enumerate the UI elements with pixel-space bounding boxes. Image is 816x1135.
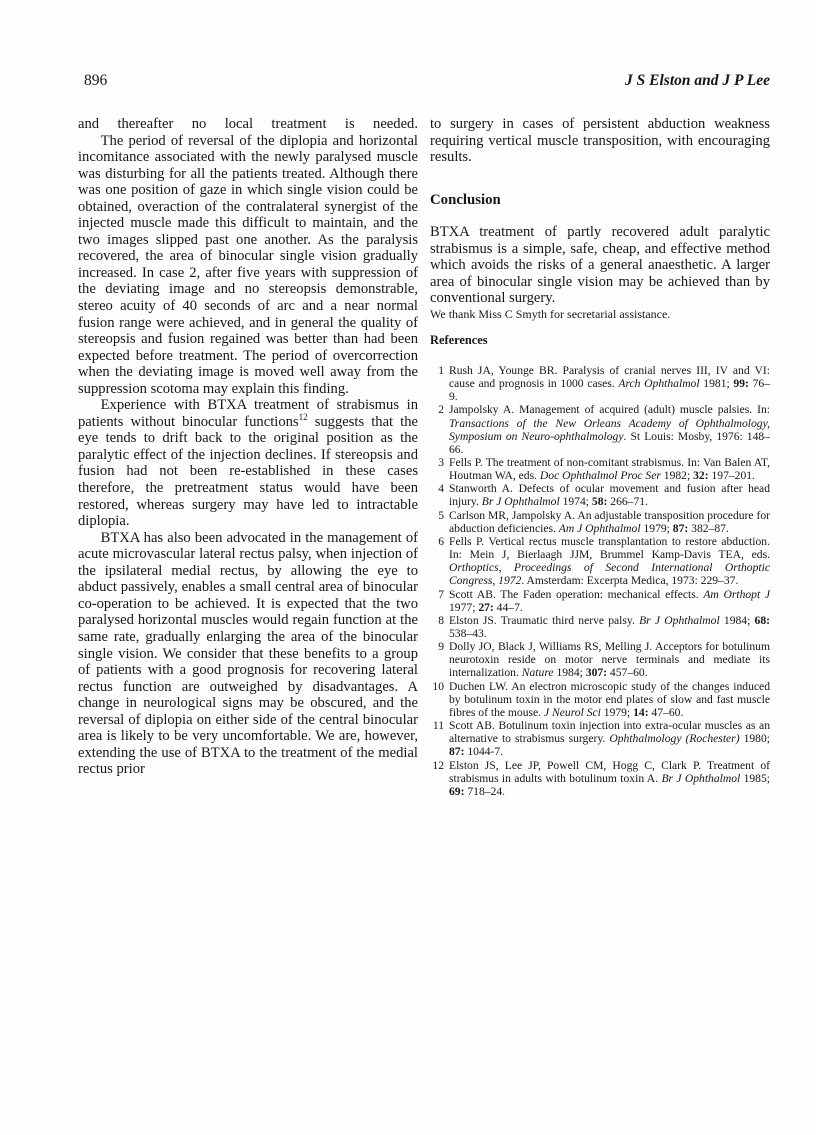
- text-segment: Am Orthopt J: [703, 587, 770, 601]
- reference-number: 2: [438, 403, 444, 417]
- text-segment: 68:: [754, 613, 770, 627]
- reference-item: [430, 535, 770, 588]
- two-column-body: [0, 90, 816, 798]
- reference-item: [430, 509, 770, 535]
- running-title: J S Elston and J P Lee: [625, 72, 770, 89]
- text-segment: to surgery in cases of persistent abduction weakness requiring vertical muscle transposition, with encouraging results.: [430, 116, 770, 166]
- reference-number: 4: [438, 482, 444, 496]
- left-column: [78, 116, 418, 798]
- text-segment: 457–60.: [607, 666, 648, 680]
- reference-text: [449, 535, 770, 588]
- conclusion-paragraph-host: [430, 224, 770, 307]
- reference-text: [449, 640, 770, 679]
- reference-number: 9: [438, 640, 444, 654]
- text-segment: Dolly JO, Black J, Williams RS, Melling J. Acceptors for botulinum neurotoxin reside on motor nerve terminals and mediate its internalization.: [449, 640, 770, 680]
- reference-item: [430, 719, 770, 758]
- text-segment: 1980;: [739, 732, 770, 746]
- text-segment: Elston JS. Traumatic third nerve palsy.: [449, 613, 640, 627]
- text-segment: 266–71.: [607, 495, 648, 509]
- text-segment: Arch Ophthalmol: [618, 377, 700, 391]
- reference-number: 5: [438, 508, 444, 522]
- text-segment: 47–60.: [648, 705, 684, 719]
- reference-item: [430, 680, 770, 719]
- reference-item: [430, 456, 770, 482]
- text-segment: 1977;: [449, 600, 479, 614]
- text-segment: 32:: [693, 469, 709, 483]
- reference-text: [449, 680, 770, 719]
- text-segment: 76–9.: [449, 377, 770, 404]
- page-header: [0, 0, 816, 90]
- text-segment: 1982;: [660, 469, 694, 483]
- reference-item: [430, 640, 770, 679]
- reference-number: 8: [438, 613, 444, 627]
- text-segment: Fells P. Vertical rectus muscle transplantation to restore abduction. In: Mein J, Bierlaagh JJM, Brummel Kamp-Davis TEA, eds.: [449, 534, 770, 562]
- text-segment: 197–201.: [708, 469, 755, 483]
- text-segment: Scott AB. The Faden operation: mechanical effects.: [449, 587, 704, 601]
- text-segment: 1979;: [600, 705, 634, 719]
- body-paragraph: [78, 116, 418, 133]
- text-segment: 69:: [449, 784, 465, 798]
- text-segment: 718–24.: [464, 784, 506, 798]
- reference-number: 10: [432, 679, 444, 693]
- reference-text: [449, 364, 770, 403]
- reference-number: 3: [438, 455, 444, 469]
- conclusion-heading: Conclusion: [430, 191, 501, 208]
- references-heading: References: [430, 332, 488, 347]
- text-segment: Experience with BTXA treatment of strabismus in patients without binocular functions: [78, 397, 418, 430]
- reference-item: [430, 588, 770, 614]
- text-segment: 14:: [633, 705, 649, 719]
- text-segment: Nature: [521, 666, 554, 680]
- text-segment: 87:: [449, 745, 465, 759]
- text-segment: 307:: [585, 666, 608, 680]
- page-number: 896: [84, 72, 108, 89]
- text-segment: 87:: [672, 521, 689, 535]
- reference-text: [449, 588, 770, 614]
- reference-item: [430, 364, 770, 403]
- text-segment: and thereafter no local treatment is needed.: [78, 116, 418, 132]
- reference-text: [449, 456, 770, 482]
- text-segment: BTXA has also been advocated in the management of acute microvascular lateral rectus palsy, when injection of the ipsilateral medial rectus, by allowing the eye to abduct passively, enables a small central area of binocular co-operation to be achieved. It is expected that the two paralysed horizontal muscles would regain function at the same rate, gradually enlarging the area of the binocular single vision. We consider that these benefits to a group of patients with a good prognosis for recovering lateral rectus function are outweighed by disadvantages. A change in neurological signs may be obscured, and the reversal of diplopia on either side of the central binocular area is likely to be very uncomfortable. We are, however, extending the use of BTXA to the treatment of the medial rectus prior: [78, 529, 418, 778]
- body-paragraph: [78, 530, 418, 778]
- text-segment: Carlson MR, Jampolsky A. An adjustable transposition procedure for abduction deficiencies.: [449, 508, 770, 535]
- text-segment: suggests that the eye tends to drift back to the original position as the paralytic effect of the injection declines. If stereopsis and fusion had not been re-established in these cases therefore, the pretreatment status would have been restored, whereas surgery may have led to intractable diplopia.: [78, 413, 418, 530]
- text-segment: Scott AB. Botulinum toxin injection into extra-ocular muscles as an alternative to strabismus surgery.: [449, 719, 770, 746]
- text-segment: J Neurol Sci: [543, 705, 601, 719]
- right-column: [430, 116, 770, 798]
- text-segment: 1044-7.: [464, 745, 504, 759]
- text-segment: . Amsterdam: Excerpta Medica, 1973: 229–37.: [521, 574, 739, 588]
- text-segment: BTXA treatment of partly recovered adult paralytic strabismus is a simple, safe, cheap, and effective method which avoids the risks of a general anaesthetic. A larger area of binocular single vision may be achieved than by conventional surgery.: [430, 224, 770, 307]
- text-segment: 1974;: [559, 495, 592, 509]
- reference-number: 7: [438, 587, 444, 601]
- text-segment: Duchen LW. An electron microscopic study of the changes induced by botulinum toxin in the motor end plates of slow and fast muscle fibres of the mouse.: [449, 679, 770, 719]
- reference-text: [449, 403, 770, 456]
- text-segment: Transactions of the New Orleans Academy of Ophthalmology, Symposium on Neuro-ophthalmology: [449, 416, 770, 443]
- text-segment: 538–43.: [449, 627, 487, 640]
- text-segment: Am J Ophthalmol: [558, 521, 641, 535]
- body-paragraph: [430, 116, 770, 166]
- text-segment: Doc Ophthalmol Proc Ser: [539, 469, 661, 483]
- text-segment: 12: [298, 411, 308, 422]
- text-segment: 58:: [591, 495, 608, 509]
- text-segment: Stanworth A. Defects of ocular movement and fusion after head injury.: [449, 482, 770, 509]
- text-segment: Orthoptics, Proceedings of Second International Orthoptic Congress, 1972: [449, 561, 770, 588]
- text-segment: Br J Ophthalmol: [639, 613, 720, 627]
- body-paragraph: [78, 133, 418, 398]
- reference-text: [449, 509, 770, 535]
- text-segment: . St Louis: Mosby, 1976: 148–66.: [449, 429, 770, 456]
- body-paragraph: [78, 397, 418, 529]
- text-segment: Elston JS, Lee JP, Powell CM, Hogg C, Clark P. Treatment of strabismus in adults with botulinum toxin A.: [449, 758, 770, 785]
- reference-number: 1: [438, 363, 444, 377]
- references-list: [430, 364, 770, 798]
- text-segment: 382–87.: [688, 521, 729, 535]
- reference-item: [430, 482, 770, 508]
- reference-text: [449, 759, 770, 798]
- reference-item: [430, 403, 770, 456]
- intro-paragraph-host: [430, 116, 770, 166]
- reference-text: [449, 482, 770, 508]
- reference-item: [430, 759, 770, 798]
- text-segment: 99:: [733, 377, 749, 391]
- text-segment: Fells P. The treatment of non-comitant strabismus. In: Van Balen AT, Houtman WA, eds.: [449, 455, 770, 483]
- reference-number: 11: [432, 719, 444, 733]
- text-segment: 1985;: [740, 771, 770, 785]
- text-segment: 44–7.: [493, 600, 523, 614]
- reference-number: 12: [432, 758, 444, 772]
- text-segment: 1984;: [719, 613, 755, 627]
- text-segment: 27:: [478, 600, 494, 614]
- text-segment: 1981;: [699, 377, 734, 391]
- reference-item: [430, 614, 770, 640]
- body-paragraph: [430, 224, 770, 307]
- text-segment: The period of reversal of the diplopia and horizontal incomitance associated with the newly paralysed muscle was disturbing for all the patients treated. Although there was one position of gaze in which single vision could be obtained, overaction of the contralateral synergist of the injected muscle made this difficult to maintain, and the two images slipped past one another. As the paralysis recovered, the area of binocular single vision gradually increased. In case 2, after five years with suppression of the deviating image and no stereopsis demonstrable, stereo acuity of 40 seconds of arc and a near normal fusion range were achieved, and in general the quality of stereopsis and fusion regained was better than had been expected before treatment. The period of overcorrection when the deviating image is moved well away from the suppression scotoma may explain this finding.: [78, 132, 418, 397]
- text-segment: Rush JA, Younge BR. Paralysis of cranial nerves III, IV and VI: cause and prognosis in 1000 cases.: [449, 363, 770, 391]
- text-segment: 1979;: [640, 521, 673, 535]
- reference-number: 6: [438, 534, 444, 548]
- text-segment: Br J Ophthalmol: [661, 771, 741, 785]
- text-segment: Ophthalmology (Rochester): [609, 732, 740, 746]
- text-segment: Br J Ophthalmol: [481, 495, 560, 509]
- reference-text: [449, 719, 770, 758]
- reference-text: [449, 614, 770, 640]
- text-segment: 1984;: [553, 666, 586, 680]
- acknowledgement: We thank Miss C Smyth for secretarial assistance.: [430, 306, 671, 321]
- text-segment: Jampolsky A. Management of acquired (adult) muscle palsies. In:: [449, 403, 770, 417]
